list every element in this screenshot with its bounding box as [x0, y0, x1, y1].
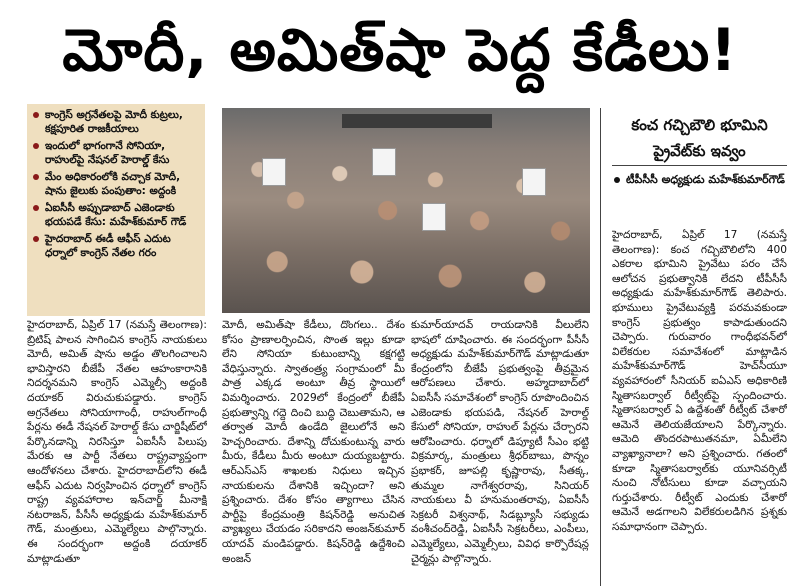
highlight-item: ఇందులో భాగంగానే సోనియా, రాహుల్‌పై నేషనల్ హెరాల్డ్ కేసు: [33, 139, 199, 167]
bullet-icon: [33, 174, 39, 180]
sidebar-subhead: టీపీసీసీ అధ్యక్షుడు మహేశ్‌కుమార్‌గౌడ్: [612, 172, 787, 187]
highlight-item: మేం అధికారంలోకి వచ్చాక మోదీ, షాను జైలుకు పంపుతాం: అద్దంకి: [33, 170, 199, 198]
article-column-2: మోదీ, అమిత్‌షా కేడీలు, దొంగలు.. దేశం కోసం ప్రాణాలర్పించిన, సొంత ఇల్లు కూడా లేని సోనియా కుటుంబాన్ని కక్షగట్టి వేధిస్తున్నారు. స్వాతంత్ర్య సంగ్రామంలో మీ పాత్ర ఎక్కడ అంటూ తీవ్ర స్థాయిలో విమర్శించారు. 2029లో కేంద్రంలో బీజేపీ ప్రభుత్వాన్ని గద్దె దించి బుద్ధి చెబుతామని, ఆ తర్వాత మోదీ ఉండేది జైలులోనే అని హెచ్చరించారు. దేశాన్ని దోచుకుంటున్న వారు మీరు, కేడీలు మీరు అంటూ దుయ్యబట్టారు. ఆర్‌ఎస్‌ఎస్ శాఖలకు నిధులు ఇచ్చిన నాయకులను దేశానికి ఇచ్చిందా? అని ప్రశ్నించారు. దేశం కోసం త్యాగాలు చేసిన పార్టీపై కేంద్రమంత్రి కిషన్‌రెడ్డి అనుచిత వ్యాఖ్యలు చేయడం సరికాదని అంజన్‌కుమార్ యాదవ్ మండిపడ్డారు. కిషన్‌రెడ్డి ఉద్దేశించి అంజన్: [222, 319, 405, 565]
highlight-item: హైదరాబాద్ ఈడీ ఆఫీస్ ఎదుట ధర్నాలో కాంగ్రెస్ నేతల గరం: [33, 232, 199, 260]
column-divider: [600, 108, 601, 586]
bullet-icon: [33, 112, 39, 118]
placard-shape: [372, 148, 396, 176]
sidebar-title-rule: [612, 165, 787, 166]
article-column-3: కుమార్‌యాదవ్ రాయడానికి వీలులేని భాషలో దూషించారు. ఈ సందర్భంగా పీసీసీ అధ్యక్షుడు మహేశ్‌కుమార్‌గౌడ్ మాట్లాడుతూ కేంద్రంలోని బీజేపీ ప్రభుత్వంపై తీవ్రమైన ఆరోపణలు చేశారు. అహ్మదాబాద్‌లో ఏఐసీసీ సమావేశంలో కాంగ్రెస్ రూపొందించిన ఎజెండాకు భయపడి, నేషనల్ హెరాల్డ్ కేసులో సోనియా, రాహుల్ పేర్లను చేర్చారని ఆరోపించారు. ధర్నాలో డిప్యూటీ సీఎం భట్టి విక్రమార్క, మంత్రులు శ్రీధర్‌బాబు, పొన్నం ప్రభాకర్, జూపల్లి కృష్ణారావు, సీతక్క, తుమ్మల నాగేశ్వరరావు, సినియర్ నాయకులు వీ హనుమంతరావు, ఏఐసీసీ సెక్రటరీ విశ్వనాథ్, సిడబ్ల్యూసీ సభ్యుడు వంశీచంద్‌రెడ్డి, ఏఐసీసీ సెక్రటరీలు, ఎంపీలు, ఎమ్మెల్యేలు, ఎమ్మెల్సీలు, వివిధ కార్పొరేషన్ల చైర్మన్లు పాల్గొన్నారు.: [411, 319, 589, 565]
placard-shape: [522, 168, 546, 196]
page-headline: మోదీ, అమిత్‌షా పెద్ద కేడీలు!: [62, 16, 738, 84]
sidebar-title: కంచ గచ్చిబౌలి భూమిని ప్రైవేట్‌కు ఇవ్వం: [631, 116, 768, 160]
highlight-item: ఏఐసీసీ అప్పుడాబాద్ ఎజెండాకు భయపడే కేసు: మహేశ్‌కుమార్ గౌడ్: [33, 201, 199, 229]
bullet-icon: [614, 177, 620, 183]
crowd-image: [222, 108, 590, 313]
bullet-icon: [33, 205, 39, 211]
bullet-icon: [33, 143, 39, 149]
highlights-box: [27, 104, 205, 316]
banner-shape: [342, 114, 492, 128]
placard-shape: [262, 158, 286, 186]
sidebar-article-body: హైదరాబాద్, ఏప్రిల్ 17 (నమస్తే తెలంగాణ): కంచ గచ్చిబౌలిలోని 400 ఎకరాల భూమిని ప్రైవేటు పరం చేసే ఆలోచన ప్రభుత్వానికి లేదని టీపీసీసీ అధ్యక్షుడు మహేశ్‌కుమార్‌గౌడ్ తెలిపారు. భూములు ప్రైవేటువ్యక్తి పరమవకుండా కాంగ్రెస్ ప్రభుత్వం కాపాడుతుందని చెప్పారు. గురువారం గాంధీభవన్‌లో విలేకరుల సమావేశంలో మాట్లాడిన మహేశ్‌కుమార్‌గౌడ్ హెచ్‌సీయూ వ్యవహారంలో సీనియర్ ఐఏఎస్ అధికారిణి స్మితాసబర్వాల్ రీట్వీట్‌పై స్పందించారు. స్మితాసబర్వాల్ ఏ ఉద్దేశంతో రీట్వీట్ చేశారో ఆమెనే తెలియజేయాలని పేర్కొన్నారు. ఆమెది తొందరపాటుతనమా, ఏమీలేని వ్యాఖ్యానాలా? అని ప్రశ్నించారు. గతంలో కూడా స్మితాసబర్వాల్‌కు యూనివర్సిటీ నుంచి నోటీసులు కూడా వచ్చాయని గుర్తుచేశారు. రీట్వీట్ ఎందుకు చేశారో ఆమెనే అడగాలని విలేకరులడిగిన ప్రశ్నకు సమాధానంగా చెప్పారు.: [612, 229, 787, 533]
highlight-item: కాంగ్రెస్ అగ్రనేతలపై మోదీ కుట్రలు, కక్షపూరిత రాజకీయాలు: [33, 108, 199, 136]
article-column-1: హైదరాబాద్, ఏప్రిల్ 17 (నమస్తే తెలంగాణ): బ్రిటిష్ పాలన సాగించిన కాంగ్రెస్ నాయకులు మోదీ, అమిత్ షాను అడ్డం తొలగించాలని భావిస్తారని బీజేపీ నేతల ఆహంకారానికి నిదర్శనమని కాంగ్రెస్ ఎమ్మెల్సీ అద్దంకి దయాకర్ విరుచుకుపడ్డారు. కాంగ్రెస్ అగ్రనేతలు సోనియాగాంధీ, రాహుల్‌గాంధీ పేర్లను ఈడీ నేషనల్ హెరాల్డ్ కేసు చార్జిషీట్‌లో పేర్కొనడాన్ని నిరసిస్తూ ఏఐసీసీ పిలుపు మేరకు ఆ పార్టీ నేతలు రాష్ట్రవ్యాప్తంగా ఆందోళనలు చేశారు. హైదరాబాద్‌లోని ఈడీ ఆఫీస్ ఎదుట నిర్వహించిన ధర్నాలో కాంగ్రెస్ రాష్ట్ర వ్యవహారాల ఇన్‌చార్జ్ మీనాక్షి నటరాజన్, పీసీసీ అధ్యక్షుడు మహేశ్‌కుమార్ గౌడ్, మంత్రులు, ఎమ్మెల్యేలు పాల్గొన్నారు. ఈ సందర్భంగా అద్దంకి దయాకర్ మాట్లాడుతూ: [27, 319, 207, 565]
protest-crowd-photo: [222, 108, 590, 313]
placard-shape: [422, 203, 446, 231]
bullet-icon: [33, 236, 39, 242]
